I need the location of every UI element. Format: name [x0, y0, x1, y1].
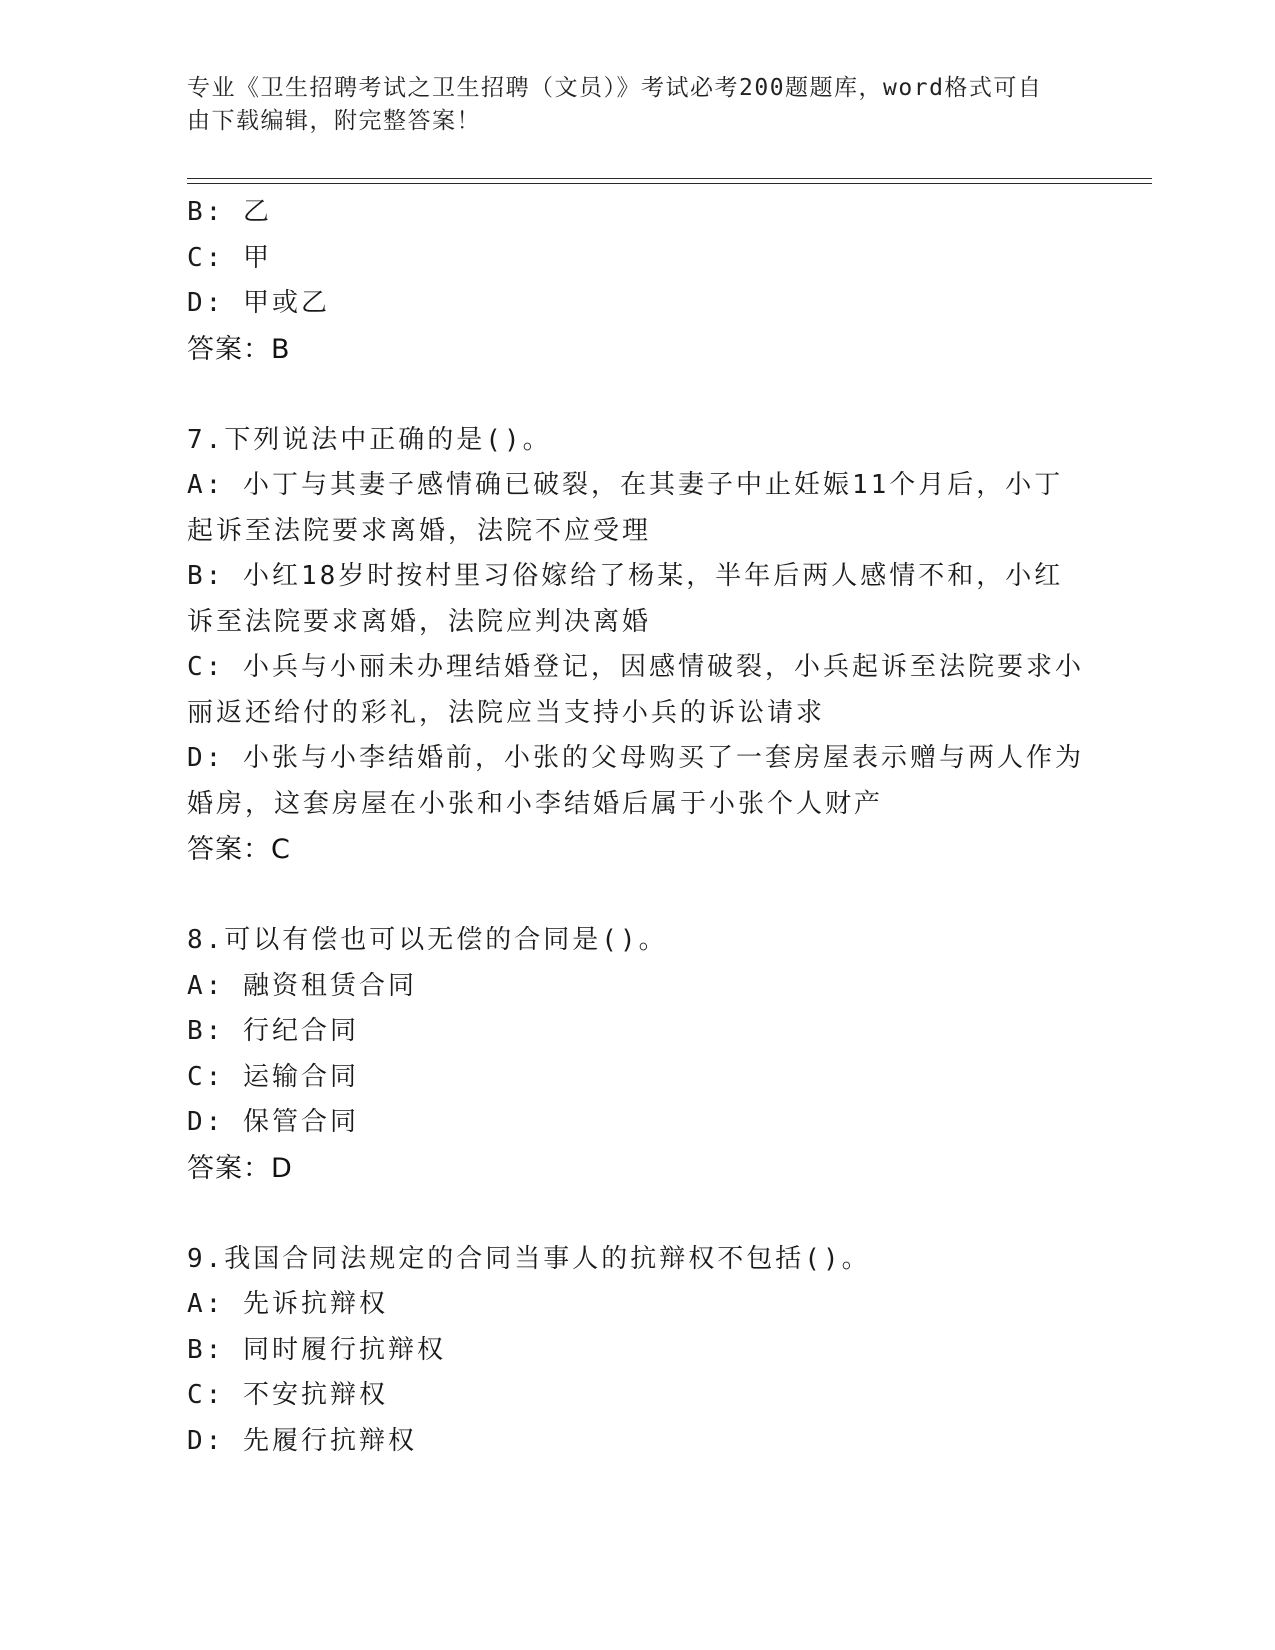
question-stem: 8.可以有偿也可以无偿的合同是()。 [187, 925, 668, 955]
header-divider-top [187, 178, 1152, 179]
spacer [187, 372, 1087, 418]
question-6-tail [187, 190, 1087, 372]
option-c: C: 不安抗辩权 [187, 1380, 388, 1410]
question-8 [187, 918, 1087, 1191]
option-d-line-2: 婚房，这套房屋在小张和小李结婚后属于小张个人财产 [187, 788, 884, 819]
answer: 答案：B [187, 333, 291, 365]
header-line-1: 专业《卫生招聘考试之卫生招聘（文员）》考试必考200题题库，word格式可自 [187, 75, 1043, 101]
option-b: B: 乙 [187, 197, 272, 227]
answer: 答案：D [187, 1152, 293, 1184]
option-b-line-1: B: 小红18岁时按村里习俗嫁给了杨某，半年后两人感情不和，小红 [187, 561, 1064, 591]
header-line-2: 由下载编辑，附完整答案！ [187, 108, 481, 134]
option-c-line-2: 丽返还给付的彩礼，法院应当支持小兵的诉讼请求 [187, 697, 826, 728]
spacer [187, 873, 1087, 919]
option-b-line-2: 诉至法院要求离婚，法院应判决离婚 [187, 606, 652, 637]
option-a-line-1: A: 小丁与其妻子感情确已破裂，在其妻子中止妊娠11个月后，小丁 [187, 470, 1064, 500]
question-stem: 9.我国合同法规定的合同当事人的抗辩权不包括()。 [187, 1243, 871, 1274]
option-d: D: 保管合同 [187, 1107, 359, 1137]
option-b: B: 同时履行抗辩权 [187, 1334, 446, 1365]
question-7 [187, 418, 1087, 873]
option-d-line-1: D: 小张与小李结婚前，小张的父母购买了一套房屋表示赠与两人作为 [187, 743, 1084, 773]
option-c: C: 运输合同 [187, 1061, 359, 1092]
option-b: B: 行纪合同 [187, 1016, 359, 1046]
header-divider-bottom [187, 183, 1152, 184]
spacer [187, 1191, 1087, 1237]
question-stem: 7.下列说法中正确的是()。 [187, 424, 552, 455]
document-header [187, 72, 1067, 138]
option-a: A: 先诉抗辩权 [187, 1289, 388, 1319]
option-a-line-2: 起诉至法院要求离婚，法院不应受理 [187, 515, 652, 546]
option-d: D: 甲或乙 [187, 288, 330, 318]
option-c: C: 甲 [187, 242, 272, 273]
option-d: D: 先履行抗辩权 [187, 1425, 417, 1456]
option-a: A: 融资租赁合同 [187, 970, 417, 1001]
question-9 [187, 1237, 1087, 1465]
question-list [187, 190, 1087, 1464]
option-c-line-1: C: 小兵与小丽未办理结婚登记，因感情破裂，小兵起诉至法院要求小 [187, 652, 1084, 682]
answer: 答案：C [187, 834, 291, 865]
